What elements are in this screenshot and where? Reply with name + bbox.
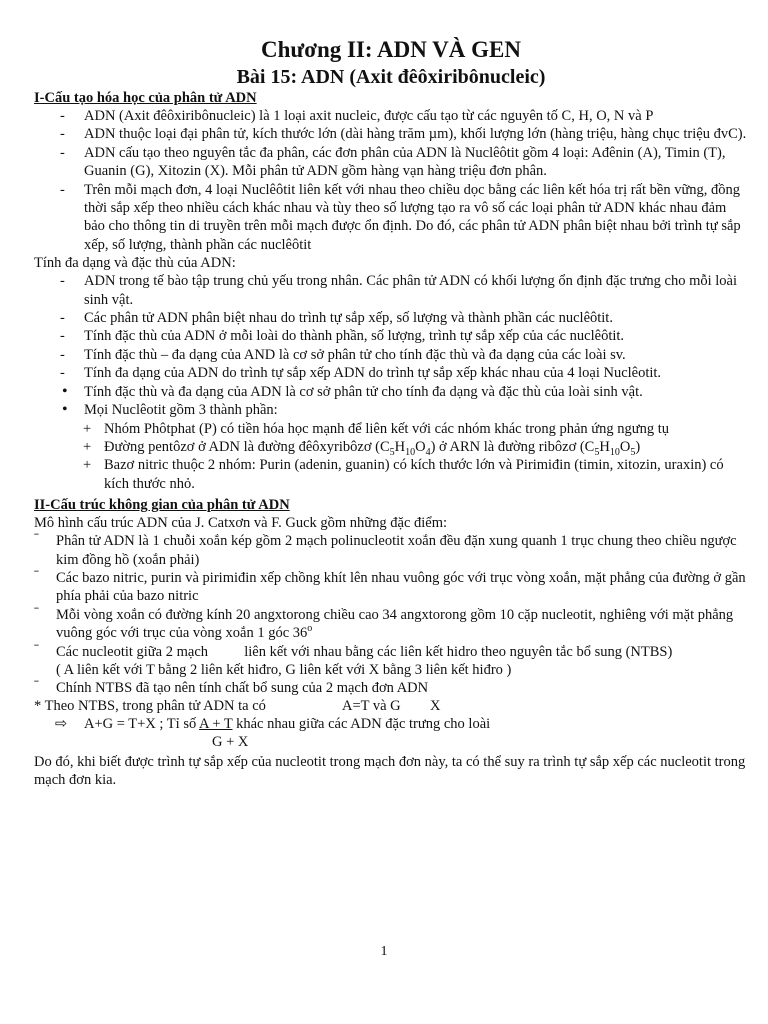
sugar-text: O (619, 438, 631, 455)
ratio-line (34, 715, 748, 733)
list-item: - ADN thuộc loại đại phân tử, kích thước lớn (dài hàng trăm µm), khối lượng lớn (hàng triệu, hàng chục triệu đvC). (34, 125, 748, 143)
section2-list (34, 532, 748, 661)
final-paragraph: Do đó, khi biết được trình tự sắp xếp của nucleotit trong mạch đơn này, ta có thể suy ra trình tự sắp xếp các nucleotit trong mạch đơn kia. (34, 754, 746, 789)
sugar-text: ) ở ARN là đường ribôzơ (C (430, 438, 595, 455)
list-item: - Tính đặc thù – đa dạng của AND là cơ sở phân tử cho tính đặc thù và đa dạng của các loài sv. (34, 346, 748, 364)
ratio-line-content (84, 715, 490, 733)
ntbs-text: * Theo NTBS, trong phân tử ADN ta có (34, 698, 266, 715)
section1-list-2 (34, 272, 748, 382)
subscript: 10 (609, 446, 620, 458)
section1-list (34, 107, 748, 254)
section2-intro: Mô hình cấu trúc ADN của J. Catxơn và F. Guck gồm những đặc điểm: (34, 515, 448, 532)
subscript: 4 (425, 446, 431, 458)
bullet-list (34, 383, 748, 420)
subscript: 5 (630, 446, 636, 458)
arrow-right-icon: ⇨ (55, 716, 68, 733)
chapter-title: Chương II: ADN VÀ GEN (261, 37, 521, 62)
subscript: 5 (594, 446, 600, 458)
list-item: - Tính đặc thù của ADN ở mỗi loài do thành phần, số lượng, trình tự sắp xếp của các nuclêôtit. (34, 327, 748, 345)
ntbs-line (34, 697, 748, 715)
ratio-text: A+G = T+X ; Tỉ số (84, 716, 197, 733)
list-item-sugar (34, 438, 748, 456)
list-item: - Tính đa dạng của ADN do trình tự sắp xếp ADN do trình tự sắp xếp khác nhau của 4 loại Nuclêotit. (34, 364, 748, 382)
subheading: Tính đa dạng và đặc thù của ADN: (34, 255, 236, 272)
list-item (34, 606, 748, 643)
ntbs-eq: A=T và G (342, 698, 401, 715)
ratio-denominator-line (34, 733, 748, 751)
list-item: • Tính đặc thù và đa dạng của ADN là cơ sở phân tử cho tính đa dạng và đặc thù của loài sinh vật. (34, 383, 748, 401)
ntbs-x: X (430, 698, 441, 715)
list-item: ˉ Các bazo nitric, purin và pirimiđin xếp chồng khít lên nhau vuông góc với trục vòng xoắn, mặt phẳng của đường ở gần phía phải của bazo nitric (34, 569, 748, 606)
ratio-numerator: A + T (199, 716, 233, 733)
list-item: - Trên mỗi mạch đơn, 4 loại Nuclêôtit liên kết với nhau theo chiều dọc bằng các liên kết hóa trị rất bền vững, đồng thời sắp xếp theo nhiều cách khác nhau và tùy theo số lượng tạo ra vô số các loại phân tử ADN khác nhau đảm bảo cho thông tin di truyền trên mỗi mạch được ổn định. Do đó, các phân tử ADN phân biệt nhau bởi trình tự sắp xếp, số lượng, thành phần các nuclêôtit (34, 181, 748, 255)
list-item: + Bazơ nitric thuộc 2 nhóm: Purin (adenin, guanin) có kích thước lớn và Pirimiđin (timin, xitozin, uraxin) có kích thước nhỏ. (34, 456, 748, 493)
section2-list-2 (34, 679, 748, 697)
list-item: - Các phân tử ADN phân biệt nhau do trình tự sắp xếp, số lượng và thành phần các nuclêôtit. (34, 309, 748, 327)
sugar-text: O (415, 438, 426, 455)
subscript: 10 (405, 446, 416, 458)
ratio-denominator: G + X (212, 734, 249, 751)
list-item: • Mọi Nuclêotit gồm 3 thành phần: (34, 401, 748, 419)
sugar-text: H (599, 438, 610, 455)
list-item: ˉ Chính NTBS đã tạo nên tính chất bổ sung của 2 mạch đơn ADN (34, 679, 748, 697)
list-item: ˉ Phân tử ADN là 1 chuỗi xoắn kép gồm 2 mạch polinucleotit xoắn đều đặn xung quanh 1 trục chung theo chiều ngược kim đồng hồ (xoắn phải) (34, 532, 748, 569)
list-item: - ADN trong tế bào tập trung chủ yếu trong nhân. Các phân tử ADN có khối lượng ổn định đặc trưng cho mỗi loài sinh vật. (34, 272, 748, 309)
sugar-text: H (394, 438, 406, 455)
bond-note: ( A liên kết với T bằng 2 liên kết hiđro, G liên kết với X bằng 3 liên kết hiđro ) (56, 661, 512, 678)
section-heading-2: II-Cấu trúc không gian của phân tử ADN (34, 497, 290, 514)
sugar-text: Đường pentôzơ ở ADN là đường đêôxyribôzơ (C (104, 438, 390, 455)
list-item: ˉ Các nucleotit giữa 2 mạch liên kết với nhau bằng các liên kết hidro theo nguyên tắc bổ sung (NTBS) (34, 643, 748, 661)
document-page (34, 36, 748, 789)
list-item: - ADN (Axit đêôxiribônucleic) là 1 loại axit nucleic, được cấu tạo từ các nguyên tố C, H, O, N và P (34, 107, 748, 125)
sugar-text: ) (635, 438, 641, 455)
list-item: - ADN cấu tạo theo nguyên tắc đa phân, các đơn phân của ADN là Nuclêôtit gồm 4 loại: Ađênin (A), Timin (T), Guanin (G), Xitozin (X). Mỗi phân tử ADN gồm hàng vạn hàng triệu đơn phân. (34, 144, 748, 181)
degree-sup: o (307, 623, 313, 635)
plus-list (34, 420, 748, 494)
list-item: + Nhóm Phôtphat (P) có tiền hóa học mạnh để liên kết với các nhóm khác trong phản ứng ngưng tụ (34, 420, 748, 438)
page-number: 1 (380, 944, 388, 959)
ratio-text-2: khác nhau giữa các ADN đặc trưng cho loài (232, 716, 491, 733)
turn-text: Mỗi vòng xoắn có đường kính 20 angxtorong chiều cao 34 angxtorong gồm 10 cặp nucleotit, nghiêng với mặt phẳng vuông góc với trục của vòng xoắn 1 góc 36 (56, 606, 734, 642)
subscript: 5 (389, 446, 395, 458)
lesson-title: Bài 15: ADN (Axit đêôxiribônucleic) (236, 66, 546, 88)
section-heading-1: I-Cấu tạo hóa học của phân tử ADN (34, 90, 257, 106)
